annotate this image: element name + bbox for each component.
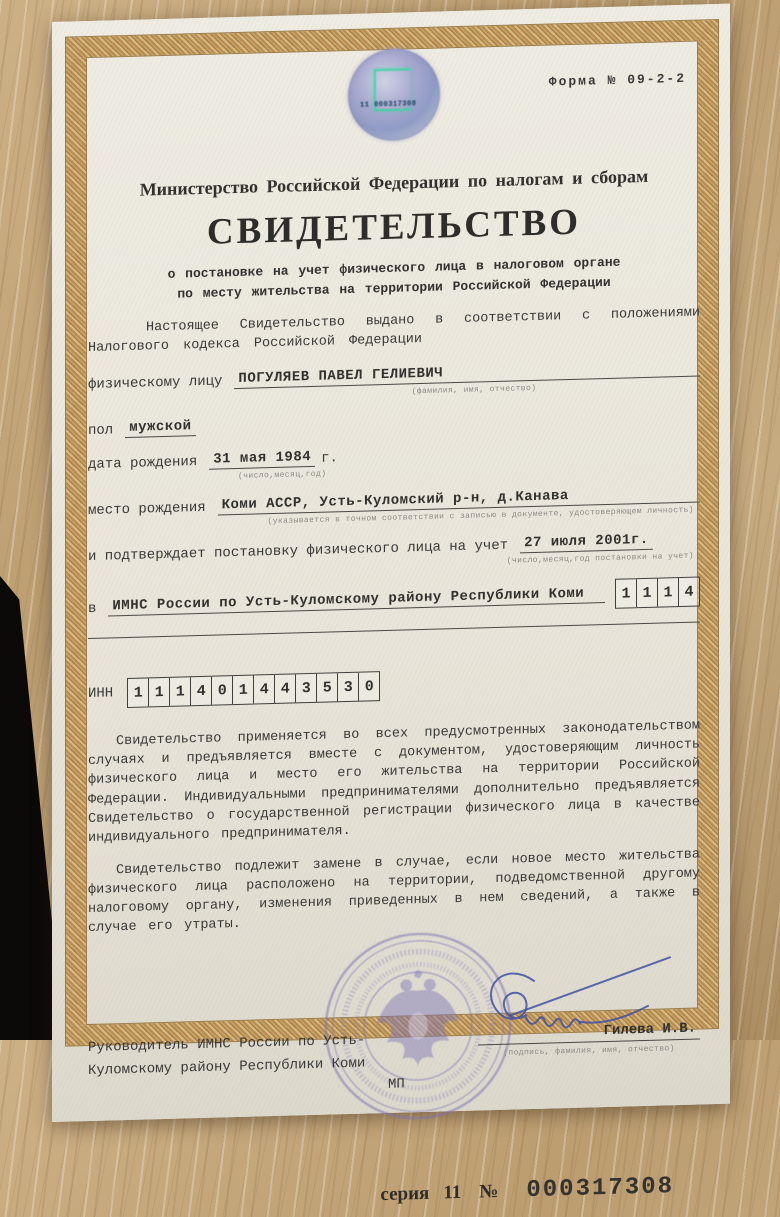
inn-digit: 4 xyxy=(191,677,212,706)
inn-digit: 3 xyxy=(296,674,317,703)
signatory-title-line-1: Руководитель ИМНС России по Усть- xyxy=(88,1032,366,1056)
authority-code-digit: 1 xyxy=(637,579,658,608)
gender-label: пол xyxy=(88,422,114,440)
hologram-seal-icon xyxy=(348,48,440,142)
inn-row xyxy=(88,663,700,710)
hologram-number: 11 000317308 xyxy=(360,100,417,110)
stamp-place-label: МП xyxy=(388,1076,405,1093)
signature-caption: (подпись, фамилия, имя, отчество) xyxy=(503,1043,675,1058)
subtitle-line-2: по месту жительства на территории Российской Федерации xyxy=(177,275,611,302)
inn-digit: 4 xyxy=(275,674,296,703)
gender-row xyxy=(88,405,700,440)
inn-digit: 4 xyxy=(254,675,275,704)
inn-boxes xyxy=(127,671,380,708)
inn-digit: 0 xyxy=(364,677,374,696)
signatory-name-wrap xyxy=(478,1020,700,1058)
authority-extra-line xyxy=(88,621,700,640)
registration-date: 27 июля 2001г. xyxy=(520,532,653,554)
body-paragraph-2: Свидетельство подлежит замене в случае, если новое место жительства физического лица расположено на территории, подведомственной другому налоговому органу, изменения приведенных в нем сведений, а также в случае его утраты. xyxy=(88,847,700,937)
subtitle-line-1: о постановке на учет физического лица в налоговом органе xyxy=(167,254,621,282)
authority-code-digit: 1 xyxy=(616,579,637,608)
signatory-title-line-2: Куломскому району Республики Коми xyxy=(88,1055,366,1079)
ministry-heading: Министерство Российской Федерации по налогам и сборам xyxy=(139,165,649,200)
certificate-document xyxy=(52,4,730,1205)
authority-row xyxy=(88,577,700,618)
inn-digit: 5 xyxy=(317,673,338,702)
birth-date-label: дата рождения xyxy=(88,454,198,474)
birth-place-label: место рождения xyxy=(88,499,206,520)
series-label: серия xyxy=(380,1182,430,1205)
signatory-name: Гилева И.В. xyxy=(478,1020,700,1045)
registration-label: и подтверждает постановку физического лица на учет xyxy=(88,537,509,566)
signature-block xyxy=(88,968,700,1161)
gender-value: мужской xyxy=(125,418,195,438)
authority-value: ИМНС России по Усть-Куломскому району Республики Коми xyxy=(108,586,588,617)
birth-date-value: 31 мая 1984 xyxy=(209,449,315,470)
inn-digit: 0 xyxy=(212,676,233,705)
person-value: ПОГУЛЯЕВ ПАВЕЛ ГЕЛИЕВИЧ xyxy=(234,365,447,389)
registration-caption: (число,месяц,год постановки на учет) xyxy=(506,551,694,566)
intro-paragraph: Настоящее Свидетельство выдано в соответствии с положениями Налогового кодекса Российской Федерации xyxy=(88,305,700,357)
series-value: 11 xyxy=(443,1181,462,1204)
form-number: Форма № 09-2-2 xyxy=(548,70,686,90)
signatory-title xyxy=(88,1029,365,1083)
inn-label: ИНН xyxy=(88,685,114,703)
authority-code-digit: 1 xyxy=(658,578,679,607)
certificate-number: 000317308 xyxy=(526,1172,674,1204)
certificate-subtitle xyxy=(88,250,700,307)
authority-line xyxy=(588,602,605,603)
certificate-title: СВИДЕТЕЛЬСТВО xyxy=(206,201,582,253)
body-paragraph-1: Свидетельство применяется во всех предусмотренных законодательством случаях и предъявляется вместе с документом, удостоверяющим личность физического лица и место его жительства на территории Российской Федерации. Индивидуальными предпринимателями дополнительно предъявляется Свидетельство о государственной регистрации физического лица в качестве индивидуального предпринимателя. xyxy=(88,718,700,846)
authority-code-digit: 4 xyxy=(684,583,694,601)
header-row xyxy=(88,42,700,163)
authority-prefix: в xyxy=(88,600,97,618)
birth-date-suffix: г. xyxy=(321,450,338,467)
birth-date-caption: (число,месяц,год) xyxy=(238,469,327,482)
person-caption: (фамилия, имя, отчество) xyxy=(411,383,537,397)
inn-digit: 1 xyxy=(128,678,149,707)
authority-code-boxes xyxy=(615,577,700,609)
inn-digit: 1 xyxy=(170,677,191,706)
birth-place-value: Коми АССР, Усть-Куломский р-н, д.Канава xyxy=(218,488,573,516)
inn-digit: 1 xyxy=(233,676,254,705)
certificate-content xyxy=(88,42,700,1205)
inn-digit: 1 xyxy=(149,678,170,707)
person-label: физическому лицу xyxy=(88,373,223,394)
number-sign: № xyxy=(479,1180,499,1203)
series-row xyxy=(88,1172,700,1216)
inn-digit: 3 xyxy=(338,673,359,702)
birth-place-caption: (указывается в точном соответствии с записью в документе, удостоверяющем личность) xyxy=(267,505,694,527)
